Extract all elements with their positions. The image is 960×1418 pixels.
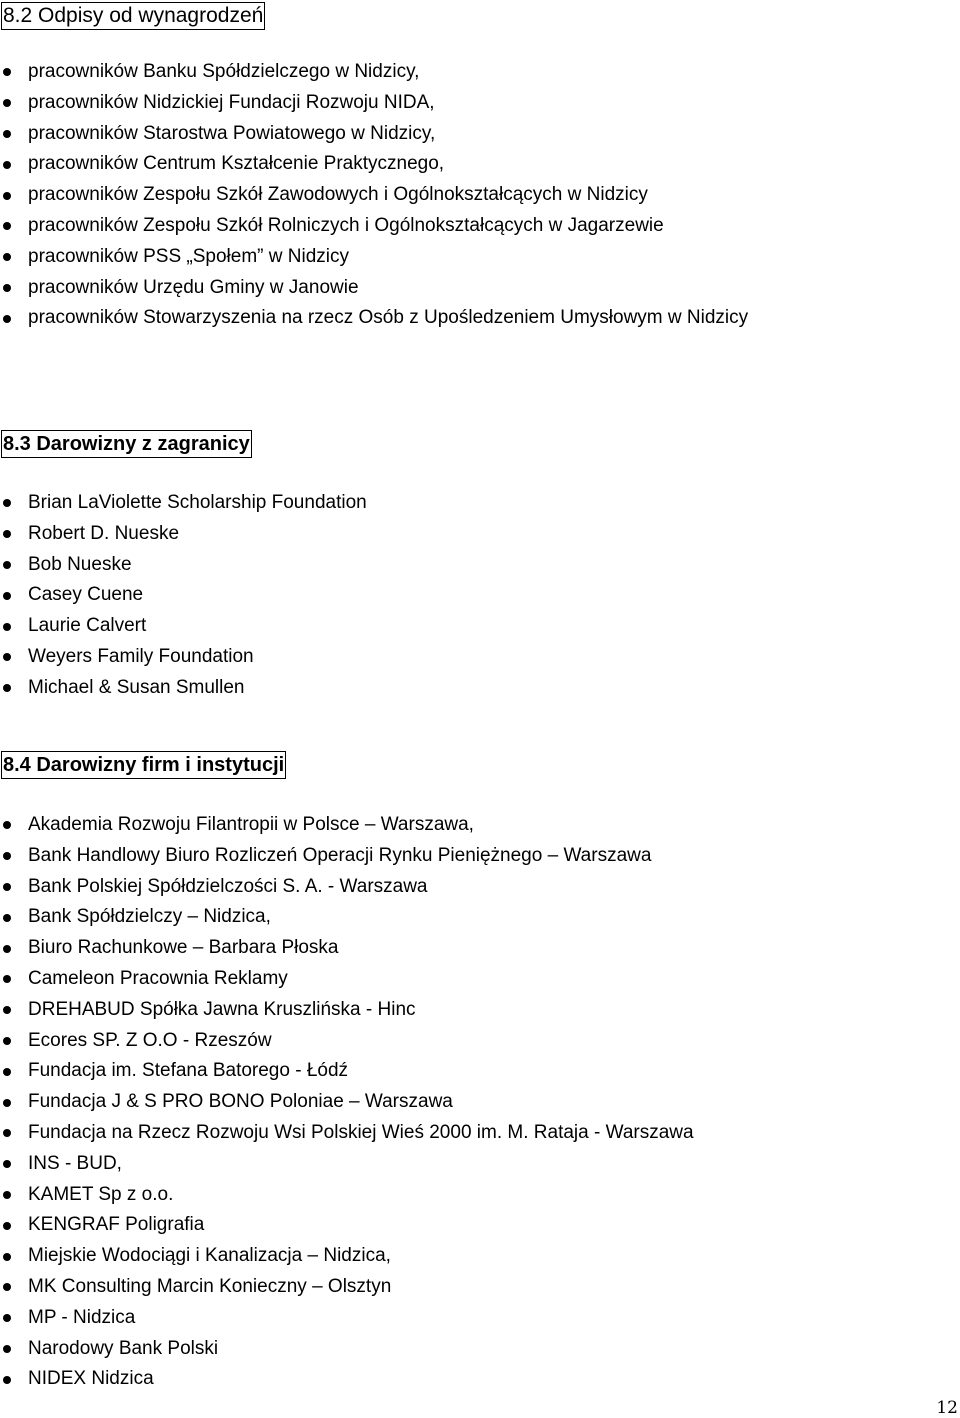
list-item [0,902,694,933]
list-item [0,1180,694,1211]
list-item-text: pracowników Zespołu Szkół Rolniczych i Ogólnokształcących w Jagarzewie [28,214,664,236]
list-item-text: KENGRAF Poligrafia [28,1214,205,1236]
list-item [0,1364,694,1395]
bullet-icon [3,1037,11,1045]
list-item-text: Miejskie Wodociągi i Kanalizacja – Nidzica, [28,1245,391,1267]
list-item [0,580,367,611]
list-item [0,550,367,581]
list-item-text: pracowników Urzędu Gminy w Janowie [28,276,359,298]
list-item [0,488,367,519]
bullet-icon [3,284,11,292]
list-item-text: pracowników Zespołu Szkół Zawodowych i Ogólnokształcących w Nidzicy [28,184,648,206]
list-item [0,1026,694,1057]
list-item [0,57,748,88]
list-item-text: Bank Handlowy Biuro Rozliczeń Operacji Rynku Pieniężnego – Warszawa [28,844,652,866]
list-item [0,149,748,180]
bullet-icon [3,821,11,829]
list-item-text: Laurie Calvert [28,615,147,637]
list-8-2 [0,57,748,334]
list-item [0,88,748,119]
list-item [0,995,694,1026]
list-item [0,1303,694,1334]
bullet-icon [3,1376,11,1384]
bullet-icon [3,222,11,230]
list-item [0,273,748,304]
list-item-text: Bank Spółdzielczy – Nidzica, [28,906,271,928]
list-item-text: Michael & Susan Smullen [28,676,245,698]
list-item [0,964,694,995]
section-heading-8-3: 8.3 Darowizny z zagranicy [1,430,252,458]
bullet-icon [3,1006,11,1014]
list-item-text: Fundacja J & S PRO BONO Poloniae – Warszawa [28,1091,453,1113]
bullet-icon [3,99,11,107]
list-item-text: Narodowy Bank Polski [28,1337,219,1359]
list-item [0,303,748,334]
list-item [0,211,748,242]
list-item-text: Cameleon Pracownia Reklamy [28,967,288,989]
list-item-text: Ecores SP. Z O.O - Rzeszów [28,1029,272,1051]
list-item-text: pracowników Stowarzyszenia na rzecz Osób z Upośledzeniem Umysłowym w Nidzicy [28,307,749,329]
list-item-text: pracowników Nidzickiej Fundacji Rozwoju NIDA, [28,91,435,113]
list-item [0,1241,694,1272]
bullet-icon [3,623,11,631]
bullet-icon [3,130,11,138]
bullet-icon [3,68,11,76]
bullet-icon [3,1129,11,1137]
bullet-icon [3,1191,11,1199]
bullet-icon [3,914,11,922]
list-item [0,1272,694,1303]
bullet-icon [3,161,11,169]
bullet-icon [3,1314,11,1322]
list-item-text: DREHABUD Spółka Jawna Kruszlińska - Hinc [28,998,416,1020]
bullet-icon [3,684,11,692]
list-item-text: Fundacja na Rzecz Rozwoju Wsi Polskiej Wieś 2000 im. M. Rataja - Warszawa [28,1121,694,1143]
list-item [0,673,367,704]
list-item-text: Robert D. Nueske [28,522,180,544]
bullet-icon [3,1160,11,1168]
list-item [0,119,748,150]
page-number: 12 [936,1398,958,1418]
list-item [0,180,748,211]
list-item-text: Akademia Rozwoju Filantropii w Polsce – Warszawa, [28,814,474,835]
list-8-4 [0,810,694,1395]
bullet-icon [3,1068,11,1076]
list-item [0,872,694,903]
bullet-icon [3,1283,11,1291]
list-item-text: INS - BUD, [28,1152,122,1174]
list-item-text: Weyers Family Foundation [28,645,254,667]
bullet-icon [3,1253,11,1261]
list-item [0,933,694,964]
list-item [0,1334,694,1365]
bullet-icon [3,253,11,261]
list-item [0,642,367,673]
list-item [0,1149,694,1180]
section-heading-8-2: 8.2 Odpisy od wynagrodzeń [1,2,265,30]
list-8-3 [0,488,367,704]
bullet-icon [3,561,11,569]
list-item-text: pracowników Centrum Kształcenie Praktycznego, [28,153,445,175]
bullet-icon [3,883,11,891]
list-item-text: MK Consulting Marcin Konieczny – Olsztyn [28,1275,392,1297]
list-item [0,519,367,550]
list-item [0,611,367,642]
list-item-text: Casey Cuene [28,584,144,606]
list-item [0,810,694,841]
bullet-icon [3,192,11,200]
list-item [0,1118,694,1149]
bullet-icon [3,852,11,860]
list-item-text: MP - Nidzica [28,1306,136,1328]
list-item-text: Bob Nueske [28,553,132,575]
bullet-icon [3,592,11,600]
section-heading-8-4: 8.4 Darowizny firm i instytucji [1,751,286,779]
list-item [0,1056,694,1087]
list-item [0,1087,694,1118]
bullet-icon [3,1345,11,1353]
list-item [0,1210,694,1241]
bullet-icon [3,945,11,953]
list-item-text: pracowników PSS „Społem” w Nidzicy [28,245,349,267]
bullet-icon [3,975,11,983]
bullet-icon [3,1099,11,1107]
list-item-text: Brian LaViolette Scholarship Foundation [28,492,367,513]
bullet-icon [3,499,11,507]
list-item-text: NIDEX Nidzica [28,1368,154,1390]
list-item [0,841,694,872]
bullet-icon [3,315,11,323]
list-item-text: pracowników Starostwa Powiatowego w Nidzicy, [28,122,436,144]
list-item [0,242,748,273]
list-item-text: Bank Polskiej Spółdzielczości S. A. - Warszawa [28,875,428,897]
bullet-icon [3,530,11,538]
bullet-icon [3,1222,11,1230]
list-item-text: KAMET Sp z o.o. [28,1183,174,1205]
bullet-icon [3,653,11,661]
list-item-text: Fundacja im. Stefana Batorego - Łódź [28,1060,349,1082]
list-item-text: Biuro Rachunkowe – Barbara Płoska [28,937,339,959]
list-item-text: pracowników Banku Spółdzielczego w Nidzicy, [28,61,420,82]
